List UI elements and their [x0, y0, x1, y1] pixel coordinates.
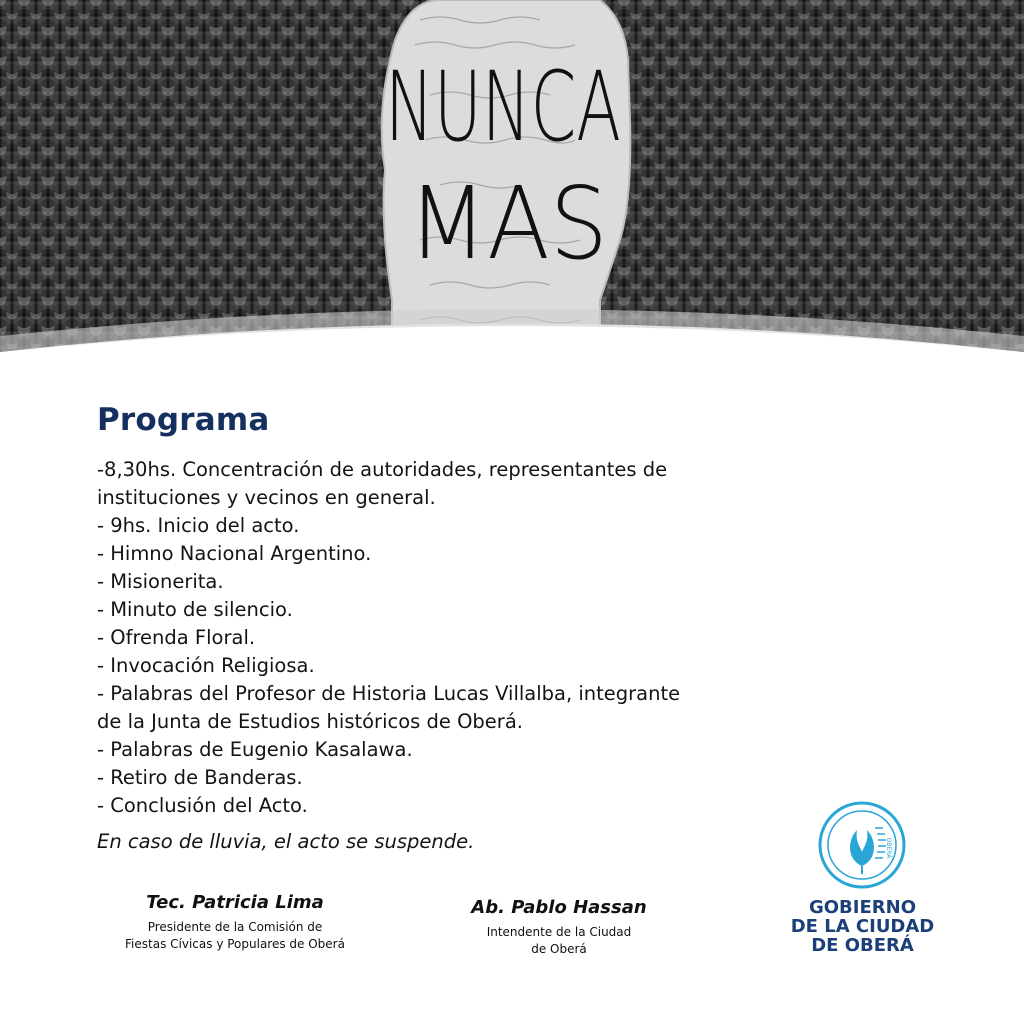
- program-item: - Himno Nacional Argentino.: [97, 542, 372, 565]
- program-item: - Palabras del Profesor de Historia Lucas Villalba, integrante: [97, 682, 681, 705]
- program-item: - Retiro de Banderas.: [97, 766, 303, 789]
- signature-role: Fiestas Cívicas y Populares de Oberá: [125, 937, 345, 951]
- signature-role: Intendente de la Ciudad: [486, 925, 632, 939]
- program-item: - Minuto de silencio.: [97, 598, 293, 621]
- hero-title-line-1: NUNCA: [385, 51, 621, 163]
- program-heading: Programa: [97, 402, 270, 438]
- program-list: [97, 456, 797, 820]
- logo-line: DE OBERÁ: [811, 935, 914, 956]
- hero-banner: [0, 0, 1024, 375]
- program-item: - Palabras de Eugenio Kasalawa.: [97, 738, 413, 761]
- program-item: - Conclusión del Acto.: [97, 794, 308, 817]
- city-government-logo: [790, 800, 935, 960]
- logo-wordmark: [790, 898, 935, 955]
- signature-block-president: [104, 892, 366, 953]
- hero-collage: [0, 0, 1024, 375]
- rain-note: En caso de lluvia, el acto se suspende.: [97, 830, 475, 853]
- obera-emblem-icon: [817, 800, 907, 890]
- program-item: -8,30hs. Concentración de autoridades, representantes de: [97, 458, 668, 481]
- program-item: - Invocación Religiosa.: [97, 654, 315, 677]
- emblem-label: OBERÁ: [885, 837, 892, 859]
- signature-role: Presidente de la Comisión de: [147, 920, 323, 934]
- signature-name: Tec. Patricia Lima: [146, 892, 324, 913]
- hero-title-line-2: MAS: [408, 165, 608, 282]
- program-item: instituciones y vecinos en general.: [97, 486, 436, 509]
- signature-block-mayor: [448, 897, 670, 958]
- logo-line: GOBIERNO: [808, 897, 916, 918]
- program-item: - Misionerita.: [97, 570, 224, 593]
- signature-name: Ab. Pablo Hassan: [471, 897, 647, 918]
- program-item: - Ofrenda Floral.: [97, 626, 256, 649]
- logo-line: DE LA CIUDAD: [790, 916, 935, 937]
- signature-role: de Oberá: [531, 942, 587, 956]
- program-item: - 9hs. Inicio del acto.: [97, 514, 300, 537]
- program-item: de la Junta de Estudios históricos de Oberá.: [97, 710, 523, 733]
